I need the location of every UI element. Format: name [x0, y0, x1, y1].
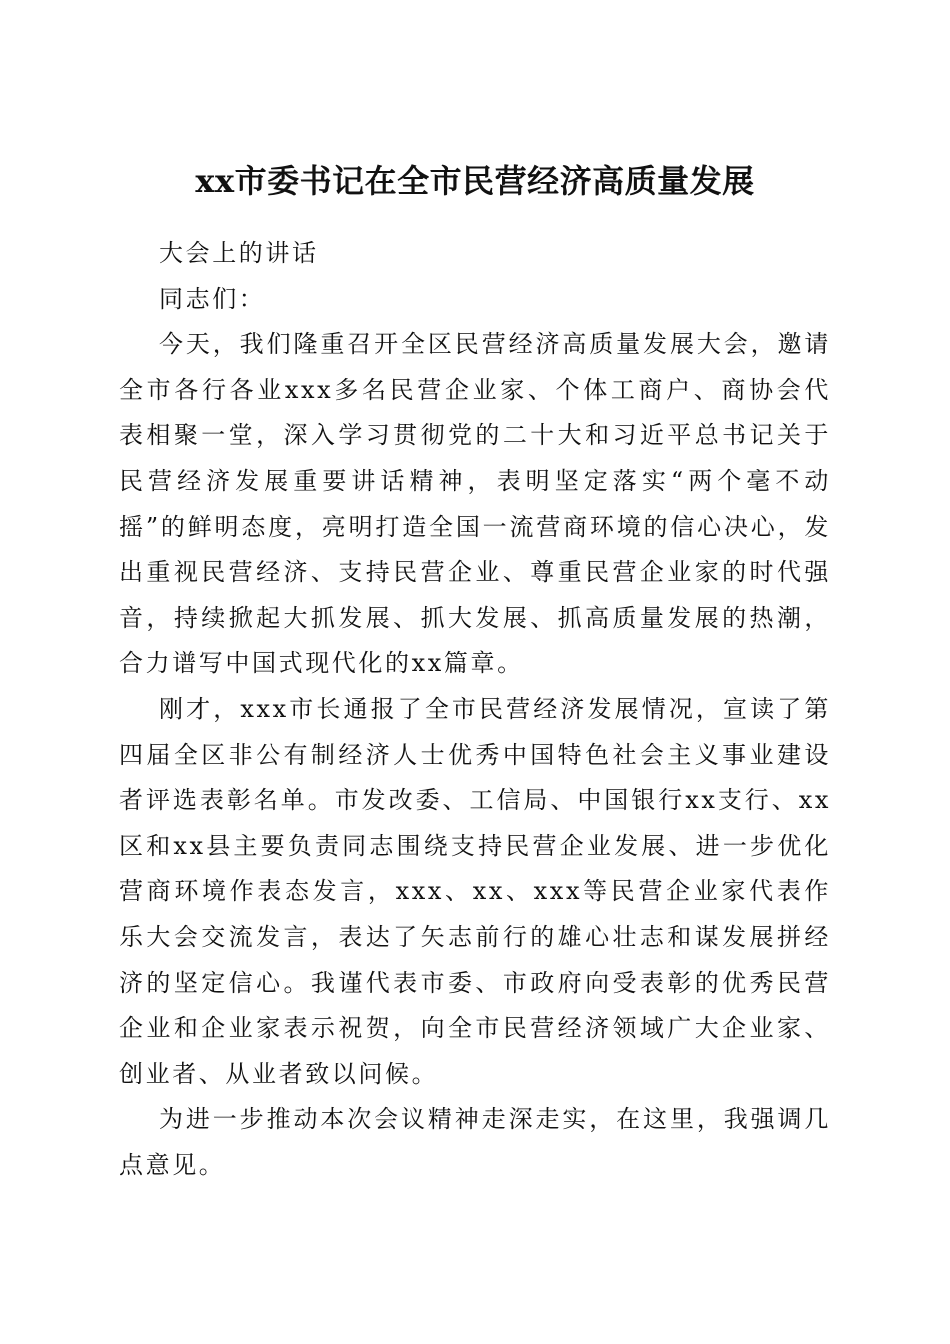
salutation-paragraph: 同志们：: [159, 284, 266, 313]
subtitle-paragraph: 大会上的讲话: [159, 239, 319, 267]
document-body: [119, 231, 831, 1188]
body-paragraph: 刚才，xxx市长通报了全市民营经济发展情况，宣读了第四届全区非公有制经济人士优秀中国特色社会主义事业建设者评选表彰名单。市发改委、工信局、中国银行xx支行、xx区和xx县主要负责同志围绕支持民营企业发展、进一步优化营商环境作表态发言，xxx、xx、xxx等民营企业家代表作乐大会交流发言，表达了矢志前行的雄心壮志和谋发展拼经济的坚定信心。我谨代表市委、市政府向受表彰的优秀民营企业和企业家表示祝贺，向全市民营经济领域广大企业家、创业者、从业者致以问候。: [119, 694, 831, 1088]
document-title: xx市委书记在全市民营经济高质量发展: [195, 162, 755, 201]
body-paragraph: 为进一步推动本次会议精神走深走实，在这里，我强调几点意见。: [119, 1105, 831, 1179]
body-paragraph: 今天，我们隆重召开全区民营经济高质量发展大会，邀请全市各行各业xxx多名民营企业家、个体工商户、商协会代表相聚一堂，深入学习贯彻党的二十大和习近平总书记关于民营经济发展重要讲话精神，表明坚定落实“两个毫不动摇”的鲜明态度，亮明打造全国一流营商环境的信心决心，发出重视民营经济、支持民营企业、尊重民营企业家的时代强音，持续掀起大抓发展、抓大发展、抓高质量发展的热潮，合力谱写中国式现代化的xx篇章。: [119, 330, 831, 678]
